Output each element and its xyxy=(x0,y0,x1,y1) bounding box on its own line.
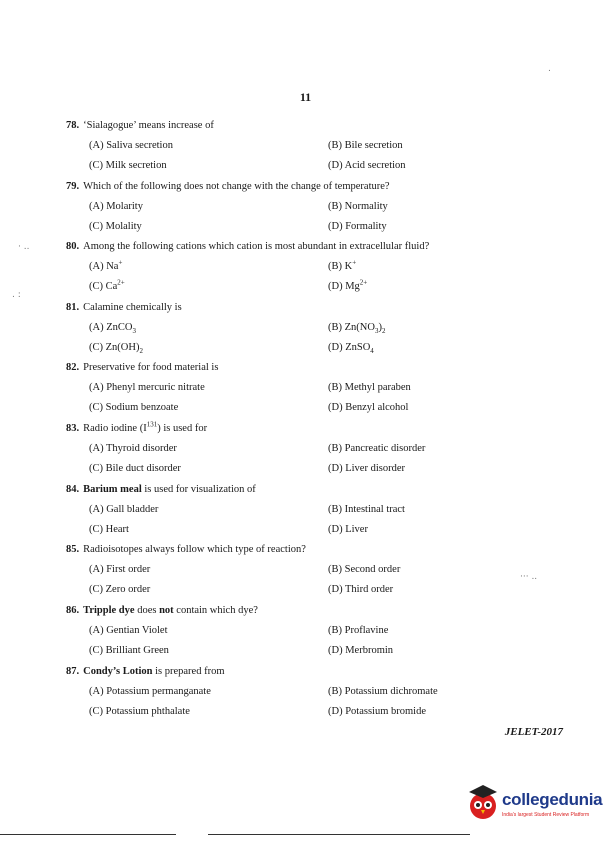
text-segment: Radioisotopes always follow which type of reaction? xyxy=(83,544,306,555)
text-segment: (B) Bile secretion xyxy=(328,140,403,151)
text-segment: Radio iodine (I xyxy=(83,423,147,434)
answer-option[interactable] xyxy=(89,219,142,235)
text-segment: (D) Liver xyxy=(328,524,368,535)
text-segment: (B) K xyxy=(328,261,353,272)
answer-option[interactable] xyxy=(89,704,190,720)
text-segment: (C) Bile duct disorder xyxy=(89,463,181,474)
answer-option[interactable] xyxy=(328,380,411,396)
option-row xyxy=(66,704,566,724)
option-row xyxy=(66,623,566,643)
question-number: 79. xyxy=(66,181,80,192)
text-segment: (C) Potassium phthalate xyxy=(89,706,190,717)
answer-option[interactable] xyxy=(328,502,405,518)
text-segment: (B) Second order xyxy=(328,564,401,575)
scan-speck: . xyxy=(548,64,551,74)
answer-option[interactable] xyxy=(89,441,177,457)
text-segment: Calamine chemically is xyxy=(83,302,182,313)
text-segment: (D) Benzyl alcohol xyxy=(328,402,409,413)
option-row xyxy=(66,138,566,158)
option-row xyxy=(66,441,566,461)
answer-option[interactable] xyxy=(89,279,125,295)
text-segment: (B) Intestinal tract xyxy=(328,504,405,515)
question-number: 85. xyxy=(66,544,80,555)
text-segment: ) is used for xyxy=(157,423,208,434)
text-segment: (A) ZnCO xyxy=(89,322,133,333)
question-stem xyxy=(66,360,566,380)
text-segment: (A) Molarity xyxy=(89,201,143,212)
text-segment: Among the following cations which cation is most abundant in extracellular fluid? xyxy=(83,241,430,252)
question-number: 83. xyxy=(66,423,80,434)
text-segment: (D) Acid secretion xyxy=(328,160,406,171)
text-segment: Condy’s Lotion xyxy=(83,666,153,677)
question-item xyxy=(66,603,566,663)
text-segment: (B) Normality xyxy=(328,201,388,212)
question-number: 81. xyxy=(66,302,80,313)
question-stem xyxy=(66,421,566,441)
text-segment: contain which dye? xyxy=(173,605,258,616)
answer-option[interactable] xyxy=(89,158,167,174)
answer-option[interactable] xyxy=(89,320,136,336)
option-row xyxy=(66,522,566,542)
text-segment: Preservative for food material is xyxy=(83,362,219,373)
question-stem xyxy=(66,118,566,138)
question-item xyxy=(66,542,566,602)
text-segment: (A) Na xyxy=(89,261,119,272)
text-segment: (D) Merbromin xyxy=(328,645,394,656)
text-segment: 3 xyxy=(374,327,379,336)
answer-option[interactable] xyxy=(328,461,405,477)
question-item xyxy=(66,664,566,724)
option-row xyxy=(66,219,566,239)
option-row xyxy=(66,158,566,178)
answer-option[interactable] xyxy=(328,320,385,336)
question-stem xyxy=(66,482,566,502)
text-segment: (B) Pancreatic disorder xyxy=(328,443,426,454)
text-segment: (D) Formality xyxy=(328,221,387,232)
question-number: 87. xyxy=(66,666,80,677)
answer-option[interactable] xyxy=(89,684,211,700)
text-segment: (C) Ca xyxy=(89,281,118,292)
text-segment: (A) Gentian Violet xyxy=(89,625,168,636)
question-item xyxy=(66,360,566,420)
option-row xyxy=(66,643,566,663)
text-segment: (C) Sodium benzoate xyxy=(89,402,179,413)
text-segment: + xyxy=(118,258,123,267)
answer-option[interactable] xyxy=(328,643,393,659)
answer-option[interactable] xyxy=(328,158,406,174)
question-number: 86. xyxy=(66,605,80,616)
text-segment: (C) Heart xyxy=(89,524,129,535)
logo-tagline: India's largest Student Review Platform xyxy=(502,812,590,818)
text-segment: (A) First order xyxy=(89,564,151,575)
option-row xyxy=(66,461,566,481)
question-number: 82. xyxy=(66,362,80,373)
text-segment: 4 xyxy=(370,347,374,356)
question-number: 84. xyxy=(66,484,80,495)
text-segment: (A) Thyroid disorder xyxy=(89,443,177,454)
text-segment: 131 xyxy=(146,420,158,429)
question-item xyxy=(66,300,566,360)
option-row xyxy=(66,279,566,299)
text-segment: (A) Phenyl mercuric nitrate xyxy=(89,382,205,393)
text-segment: (B) Methyl paraben xyxy=(328,382,411,393)
text-segment: (B) Zn(NO xyxy=(328,322,375,333)
text-segment: 2 xyxy=(139,347,143,356)
text-segment: is prepared from xyxy=(152,666,225,677)
text-segment: 2 xyxy=(381,327,386,336)
answer-option[interactable] xyxy=(328,441,425,457)
question-item xyxy=(66,239,566,299)
question-stem xyxy=(66,239,566,259)
question-stem xyxy=(66,179,566,199)
question-stem xyxy=(66,603,566,623)
text-segment: 2+ xyxy=(359,278,368,287)
text-segment: (A) Gall bladder xyxy=(89,504,159,515)
answer-option[interactable] xyxy=(89,582,150,598)
answer-option[interactable] xyxy=(89,461,181,477)
answer-option[interactable] xyxy=(328,562,400,578)
scan-speck: . : xyxy=(12,290,21,300)
question-item xyxy=(66,179,566,239)
text-segment: 3 xyxy=(132,327,136,336)
text-segment: Tripple dye xyxy=(83,605,135,616)
text-segment: (D) Mg xyxy=(328,281,360,292)
answer-option[interactable] xyxy=(89,562,150,578)
text-segment: (C) Brilliant Green xyxy=(89,645,169,656)
answer-option[interactable] xyxy=(89,502,158,518)
text-segment: (D) ZnSO xyxy=(328,342,371,353)
text-segment: ‘Sialagogue’ means increase of xyxy=(83,120,214,131)
option-row xyxy=(66,380,566,400)
option-row xyxy=(66,340,566,360)
text-segment: (D) Third order xyxy=(328,584,394,595)
text-segment: (A) Saliva secretion xyxy=(89,140,173,151)
text-segment: (D) Liver disorder xyxy=(328,463,405,474)
question-item xyxy=(66,482,566,542)
text-segment: 2+ xyxy=(117,278,125,287)
text-segment: Which of the following does not change with the change of temperature? xyxy=(83,181,390,192)
question-number: 80. xyxy=(66,241,80,252)
text-segment: + xyxy=(352,258,357,267)
answer-option[interactable] xyxy=(89,522,129,538)
text-segment: (B) Proflavine xyxy=(328,625,389,636)
answer-option[interactable] xyxy=(89,380,205,396)
question-number: 78. xyxy=(66,120,80,131)
option-row xyxy=(66,502,566,522)
exam-code: JELET-2017 xyxy=(504,726,563,738)
answer-option[interactable] xyxy=(328,400,408,416)
question-stem xyxy=(66,664,566,684)
text-segment: (C) Zero order xyxy=(89,584,151,595)
answer-option[interactable] xyxy=(89,259,122,275)
page-number: 11 xyxy=(299,90,312,104)
question-item xyxy=(66,118,566,178)
answer-option[interactable] xyxy=(328,199,388,215)
option-row xyxy=(66,562,566,582)
scan-speck: ‧‧‧ .. xyxy=(520,572,538,582)
text-segment: Barium meal xyxy=(83,484,142,495)
text-segment: (C) Zn(OH) xyxy=(89,342,140,353)
logo-name: collegedunia xyxy=(502,790,603,809)
option-row xyxy=(66,400,566,420)
answer-option[interactable] xyxy=(328,279,367,295)
answer-option[interactable] xyxy=(89,643,169,659)
text-segment: (C) Molality xyxy=(89,221,142,232)
question-item xyxy=(66,421,566,481)
text-segment: (D) Potassium bromide xyxy=(328,706,426,717)
answer-option[interactable] xyxy=(328,623,388,639)
answer-option[interactable] xyxy=(328,704,426,720)
answer-option[interactable] xyxy=(89,138,173,154)
text-segment: is used for visualization of xyxy=(141,484,256,495)
collegedunia-logo[interactable] xyxy=(466,782,606,828)
option-row xyxy=(66,320,566,340)
option-row xyxy=(66,582,566,602)
answer-option[interactable] xyxy=(328,219,387,235)
question-stem xyxy=(66,542,566,562)
text-segment: ) xyxy=(378,322,382,333)
option-row xyxy=(66,259,566,279)
answer-option[interactable] xyxy=(89,199,143,215)
option-row xyxy=(66,684,566,704)
answer-option[interactable] xyxy=(328,138,403,154)
answer-option[interactable] xyxy=(328,522,368,538)
text-segment: not xyxy=(159,605,174,616)
answer-option[interactable] xyxy=(328,582,393,598)
answer-option[interactable] xyxy=(89,340,143,356)
answer-option[interactable] xyxy=(328,259,356,275)
text-segment: does xyxy=(134,605,160,616)
footer-rule-right xyxy=(208,834,470,835)
answer-option[interactable] xyxy=(328,684,438,700)
answer-option[interactable] xyxy=(89,400,178,416)
scan-speck: ‧ .. xyxy=(18,242,30,252)
option-row xyxy=(66,199,566,219)
answer-option[interactable] xyxy=(89,623,168,639)
text-segment: (A) Potassium permanganate xyxy=(89,686,211,697)
answer-option[interactable] xyxy=(328,340,374,356)
text-segment: (B) Potassium dichromate xyxy=(328,686,438,697)
graduate-owl-icon xyxy=(466,782,500,822)
question-stem xyxy=(66,300,566,320)
text-segment: (C) Milk secretion xyxy=(89,160,167,171)
footer-rule-left xyxy=(0,834,176,835)
